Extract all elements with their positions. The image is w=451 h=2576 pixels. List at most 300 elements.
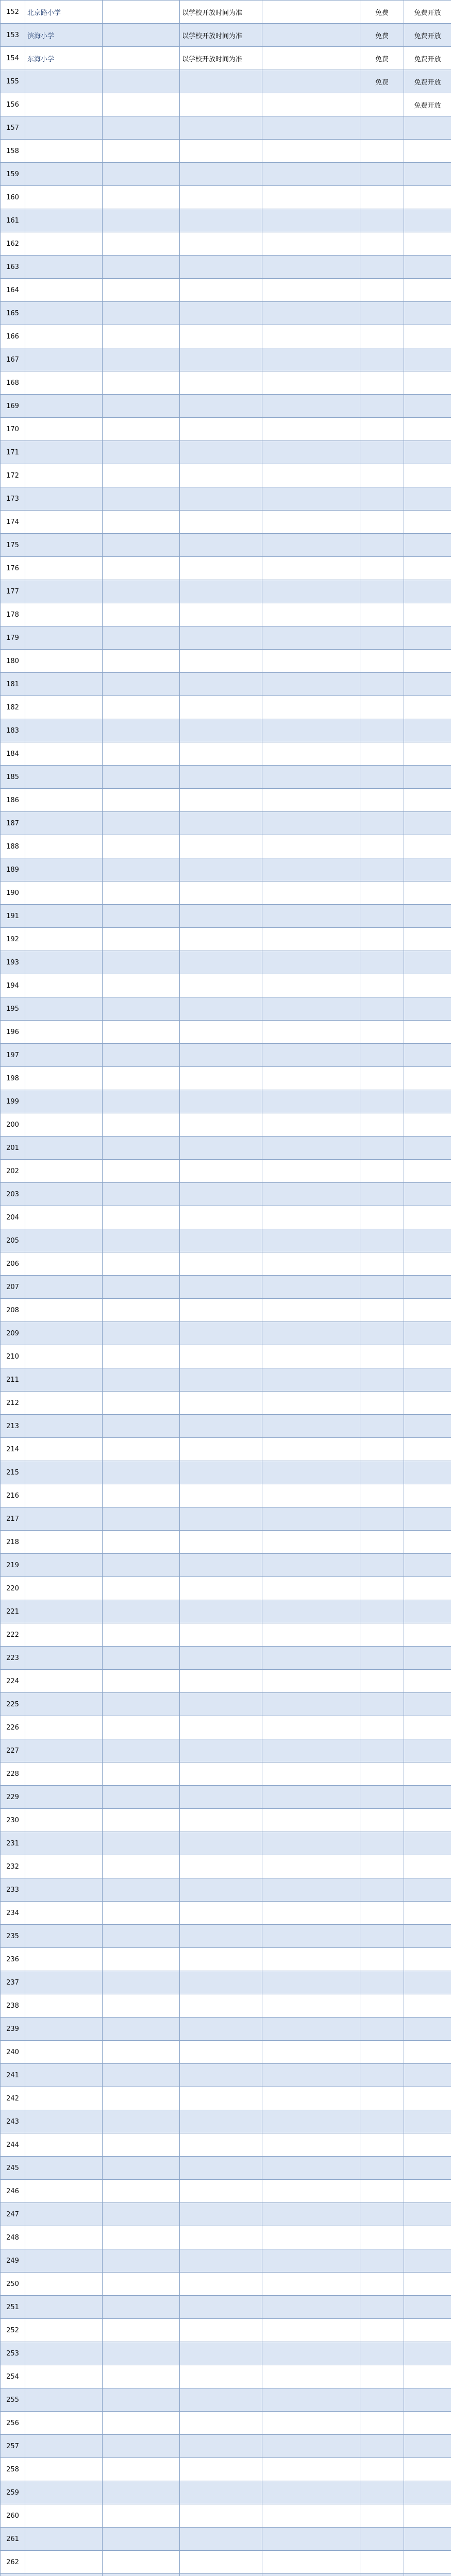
venue-address: [103, 2133, 180, 2157]
venue-address: [103, 882, 180, 905]
booking-method: [262, 2365, 360, 2388]
remark: [404, 325, 451, 348]
remark: [404, 2087, 451, 2110]
remark: [404, 1670, 451, 1693]
remark: [404, 1925, 451, 1948]
opening-hours: [180, 2319, 262, 2342]
venue-address: [103, 858, 180, 882]
remark: [404, 2064, 451, 2087]
opening-hours: [180, 2018, 262, 2041]
opening-hours: [180, 209, 262, 232]
booking-method: [262, 626, 360, 650]
fee-status: [360, 302, 404, 325]
venue-address: [103, 1461, 180, 1484]
booking-method: [262, 534, 360, 557]
opening-hours: [180, 1716, 262, 1739]
venue-name: [25, 418, 103, 441]
opening-hours: [180, 1623, 262, 1647]
fee-status: [360, 742, 404, 766]
venue-address: [103, 1902, 180, 1925]
venue-name: [25, 1925, 103, 1948]
fee-status: [360, 1484, 404, 1507]
row-number: 170: [1, 418, 25, 441]
table-row: [1, 835, 451, 858]
venue-address: [103, 2064, 180, 2087]
venue-address: [103, 2365, 180, 2388]
venue-address: [103, 789, 180, 812]
fee-status: [360, 1160, 404, 1183]
row-number: 190: [1, 882, 25, 905]
venue-address: [103, 348, 180, 371]
remark: [404, 1994, 451, 2018]
fee-status: [360, 974, 404, 997]
venue-name: [25, 1762, 103, 1786]
booking-method: [262, 2249, 360, 2273]
row-number: 221: [1, 1600, 25, 1623]
remark: [404, 719, 451, 742]
venue-address: [103, 1994, 180, 2018]
venue-address: [103, 1600, 180, 1623]
opening-hours: [180, 116, 262, 140]
table-row: [1, 395, 451, 418]
table-row: [1, 2365, 451, 2388]
remark: [404, 2528, 451, 2551]
venue-address: [103, 1113, 180, 1137]
venue-address: [103, 1044, 180, 1067]
row-number: 215: [1, 1461, 25, 1484]
table-row: [1, 603, 451, 626]
table-row: [1, 626, 451, 650]
remark: [404, 2226, 451, 2249]
opening-hours: [180, 1345, 262, 1368]
row-number: 259: [1, 2481, 25, 2504]
booking-method: [262, 1461, 360, 1484]
table-row: [1, 70, 451, 93]
venue-name: [25, 603, 103, 626]
opening-hours: [180, 1809, 262, 1832]
venue-address: [103, 1577, 180, 1600]
table-row: [1, 209, 451, 232]
venue-address: [103, 2226, 180, 2249]
table-row: [1, 1600, 451, 1623]
fee-status: [360, 2064, 404, 2087]
remark: [404, 1368, 451, 1392]
table-row: [1, 418, 451, 441]
row-number: 222: [1, 1623, 25, 1647]
venue-name: [25, 441, 103, 464]
opening-hours: [180, 1878, 262, 1902]
booking-method: [262, 1554, 360, 1577]
fee-status: [360, 1415, 404, 1438]
venue-name: [25, 116, 103, 140]
opening-hours: [180, 835, 262, 858]
row-number: 176: [1, 557, 25, 580]
opening-hours: [180, 441, 262, 464]
opening-hours: [180, 1531, 262, 1554]
venue-address: [103, 70, 180, 93]
remark: [404, 163, 451, 186]
opening-hours: [180, 1577, 262, 1600]
fee-status: [360, 2203, 404, 2226]
table-row: [1, 2133, 451, 2157]
venue-address: [103, 650, 180, 673]
booking-method: [262, 673, 360, 696]
remark: [404, 1206, 451, 1229]
fee-status: [360, 1276, 404, 1299]
opening-hours: [180, 418, 262, 441]
venue-address: [103, 2018, 180, 2041]
venue-name: [25, 1948, 103, 1971]
venue-address: [103, 1299, 180, 1322]
remark: [404, 603, 451, 626]
opening-hours: [180, 348, 262, 371]
venue-name: [25, 2041, 103, 2064]
table-row: [1, 1878, 451, 1902]
opening-hours: [180, 2435, 262, 2458]
remark: [404, 1809, 451, 1832]
venue-name: [25, 626, 103, 650]
venue-address: [103, 580, 180, 603]
remark: [404, 1948, 451, 1971]
remark: [404, 209, 451, 232]
table-row: [1, 1994, 451, 2018]
fee-status: [360, 464, 404, 487]
booking-method: [262, 1762, 360, 1786]
fee-status: [360, 534, 404, 557]
remark: [404, 626, 451, 650]
fee-status: [360, 2481, 404, 2504]
row-number: 154: [1, 47, 25, 70]
remark: [404, 2574, 451, 2576]
row-number: 158: [1, 140, 25, 163]
booking-method: [262, 24, 360, 47]
opening-hours: [180, 1021, 262, 1044]
row-number: 160: [1, 186, 25, 209]
venue-name: [25, 2133, 103, 2157]
remark: [404, 1160, 451, 1183]
remark: [404, 858, 451, 882]
opening-hours: [180, 1855, 262, 1878]
opening-hours: [180, 1739, 262, 1762]
row-number: 249: [1, 2249, 25, 2273]
venue-name: [25, 2574, 103, 2576]
remark: [404, 232, 451, 256]
row-number: 250: [1, 2273, 25, 2296]
remark: [404, 1902, 451, 1925]
table-row: [1, 1183, 451, 1206]
venue-address: [103, 371, 180, 395]
remark: [404, 2273, 451, 2296]
opening-hours: [180, 1160, 262, 1183]
fee-status: [360, 1902, 404, 1925]
fee-status: [360, 1229, 404, 1252]
opening-hours: [180, 1299, 262, 1322]
venue-address: [103, 2296, 180, 2319]
row-number: 230: [1, 1809, 25, 1832]
venue-address: [103, 1716, 180, 1739]
venue-address: [103, 1090, 180, 1113]
booking-method: [262, 2319, 360, 2342]
venue-name: [25, 1299, 103, 1322]
venue-address: [103, 1229, 180, 1252]
booking-method: [262, 1948, 360, 1971]
fee-status: [360, 1855, 404, 1878]
row-number: 174: [1, 511, 25, 534]
fee-status: [360, 1206, 404, 1229]
remark: [404, 1693, 451, 1716]
booking-method: [262, 256, 360, 279]
table-row: [1, 2412, 451, 2435]
venue-name: [25, 1507, 103, 1531]
fee-status: [360, 2574, 404, 2576]
fee-status: [360, 511, 404, 534]
table-row: [1, 1252, 451, 1276]
table-row: [1, 2551, 451, 2574]
opening-hours: [180, 557, 262, 580]
row-number: 162: [1, 232, 25, 256]
venue-address: [103, 93, 180, 116]
venue-name: [25, 302, 103, 325]
remark: [404, 2481, 451, 2504]
fee-status: [360, 1299, 404, 1322]
row-number: 262: [1, 2551, 25, 2574]
remark: [404, 2458, 451, 2481]
row-number: 171: [1, 441, 25, 464]
venue-name: [25, 1368, 103, 1392]
remark: [404, 1739, 451, 1762]
booking-method: [262, 1786, 360, 1809]
booking-method: [262, 696, 360, 719]
booking-method: [262, 650, 360, 673]
opening-hours: 以学校开放时间为准: [180, 1, 262, 24]
venue-name: [25, 256, 103, 279]
venue-name: [25, 2528, 103, 2551]
venue-address: [103, 325, 180, 348]
remark: [404, 1531, 451, 1554]
remark: [404, 1345, 451, 1368]
row-number: 220: [1, 1577, 25, 1600]
table-row: [1, 232, 451, 256]
fee-status: [360, 163, 404, 186]
booking-method: [262, 2203, 360, 2226]
fee-status: [360, 2226, 404, 2249]
venue-address: [103, 1948, 180, 1971]
fee-status: [360, 2504, 404, 2528]
venue-address: [103, 464, 180, 487]
table-row: [1, 1925, 451, 1948]
row-number: 191: [1, 905, 25, 928]
booking-method: [262, 742, 360, 766]
row-number: 169: [1, 395, 25, 418]
booking-method: [262, 1229, 360, 1252]
venue-name: [25, 812, 103, 835]
booking-method: [262, 1044, 360, 1067]
venue-name: [25, 1345, 103, 1368]
booking-method: [262, 1438, 360, 1461]
remark: [404, 1600, 451, 1623]
venue-name: [25, 1322, 103, 1345]
table-row: [1, 441, 451, 464]
booking-method: [262, 2551, 360, 2574]
row-number: 226: [1, 1716, 25, 1739]
fee-status: [360, 1554, 404, 1577]
venue-address: [103, 2041, 180, 2064]
remark: [404, 1786, 451, 1809]
remark: [404, 2203, 451, 2226]
booking-method: [262, 2018, 360, 2041]
fee-status: [360, 2412, 404, 2435]
row-number: 229: [1, 1786, 25, 1809]
fee-status: [360, 279, 404, 302]
fee-status: [360, 2319, 404, 2342]
row-number: 251: [1, 2296, 25, 2319]
opening-hours: [180, 766, 262, 789]
venue-address: [103, 1693, 180, 1716]
table-row: [1, 2528, 451, 2551]
booking-method: [262, 1531, 360, 1554]
venue-address: [103, 766, 180, 789]
booking-method: [262, 1623, 360, 1647]
venue-name: [25, 974, 103, 997]
booking-method: [262, 835, 360, 858]
booking-method: [262, 719, 360, 742]
fee-status: [360, 1461, 404, 1484]
venue-address: [103, 1762, 180, 1786]
row-number: 172: [1, 464, 25, 487]
remark: [404, 511, 451, 534]
fee-status: [360, 1762, 404, 1786]
opening-hours: [180, 673, 262, 696]
opening-hours: [180, 2087, 262, 2110]
venue-name: [25, 2458, 103, 2481]
remark: 免费开放: [404, 93, 451, 116]
remark: [404, 812, 451, 835]
fee-status: [360, 1948, 404, 1971]
opening-hours: [180, 1183, 262, 1206]
opening-hours: [180, 1067, 262, 1090]
venue-address: [103, 1832, 180, 1855]
table-row: [1, 2273, 451, 2296]
opening-hours: [180, 789, 262, 812]
fee-status: [360, 1368, 404, 1392]
opening-hours: [180, 882, 262, 905]
venue-address: [103, 232, 180, 256]
opening-hours: [180, 1137, 262, 1160]
booking-method: [262, 789, 360, 812]
remark: [404, 371, 451, 395]
opening-hours: 以学校开放时间为准: [180, 24, 262, 47]
opening-hours: [180, 186, 262, 209]
venue-address: [103, 256, 180, 279]
venue-name: [25, 2110, 103, 2133]
venue-address: [103, 1878, 180, 1902]
table-row: [1, 1368, 451, 1392]
opening-hours: [180, 325, 262, 348]
table-row: [1, 2226, 451, 2249]
remark: [404, 742, 451, 766]
row-number: 192: [1, 928, 25, 951]
venue-address: [103, 1531, 180, 1554]
row-number: 231: [1, 1832, 25, 1855]
row-number: 238: [1, 1994, 25, 2018]
venue-address: [103, 603, 180, 626]
fee-status: [360, 696, 404, 719]
opening-hours: [180, 1693, 262, 1716]
venue-address: [103, 2435, 180, 2458]
venue-name: [25, 1809, 103, 1832]
table-row: [1, 1693, 451, 1716]
table-row: [1, 2458, 451, 2481]
table-row: [1, 1113, 451, 1137]
remark: [404, 1855, 451, 1878]
remark: [404, 1044, 451, 1067]
remark: [404, 2342, 451, 2365]
table-row: [1, 2388, 451, 2412]
opening-hours: [180, 140, 262, 163]
opening-hours: [180, 928, 262, 951]
row-number: 184: [1, 742, 25, 766]
venue-name: [25, 2412, 103, 2435]
booking-method: [262, 812, 360, 835]
fee-status: [360, 93, 404, 116]
venue-address: [103, 2388, 180, 2412]
opening-hours: [180, 1206, 262, 1229]
row-number: 197: [1, 1044, 25, 1067]
booking-method: [262, 418, 360, 441]
opening-hours: [180, 1113, 262, 1137]
venue-name: [25, 2551, 103, 2574]
booking-method: [262, 1994, 360, 2018]
venue-name: [25, 1021, 103, 1044]
opening-hours: [180, 650, 262, 673]
remark: [404, 789, 451, 812]
row-number: 181: [1, 673, 25, 696]
fee-status: [360, 395, 404, 418]
venue-address: [103, 1322, 180, 1345]
venue-name: [25, 1438, 103, 1461]
fee-status: [360, 673, 404, 696]
venue-address: [103, 1855, 180, 1878]
booking-method: [262, 511, 360, 534]
booking-method: [262, 93, 360, 116]
remark: [404, 2504, 451, 2528]
venue-address: [103, 2528, 180, 2551]
venue-name: [25, 650, 103, 673]
fee-status: [360, 1786, 404, 1809]
opening-hours: [180, 580, 262, 603]
venue-address: [103, 1809, 180, 1832]
table-row: [1, 1786, 451, 1809]
fee-status: [360, 1832, 404, 1855]
table-row: [1, 140, 451, 163]
opening-hours: [180, 1647, 262, 1670]
venue-address: [103, 395, 180, 418]
venue-address: [103, 1670, 180, 1693]
booking-method: [262, 1832, 360, 1855]
opening-hours: [180, 1902, 262, 1925]
opening-hours: [180, 2528, 262, 2551]
remark: [404, 2041, 451, 2064]
opening-hours: [180, 2203, 262, 2226]
row-number: 207: [1, 1276, 25, 1299]
opening-hours: [180, 1252, 262, 1276]
venue-name: [25, 1531, 103, 1554]
venue-name: [25, 1484, 103, 1507]
booking-method: [262, 1183, 360, 1206]
booking-method: [262, 1415, 360, 1438]
remark: [404, 2412, 451, 2435]
venue-name: [25, 1855, 103, 1878]
